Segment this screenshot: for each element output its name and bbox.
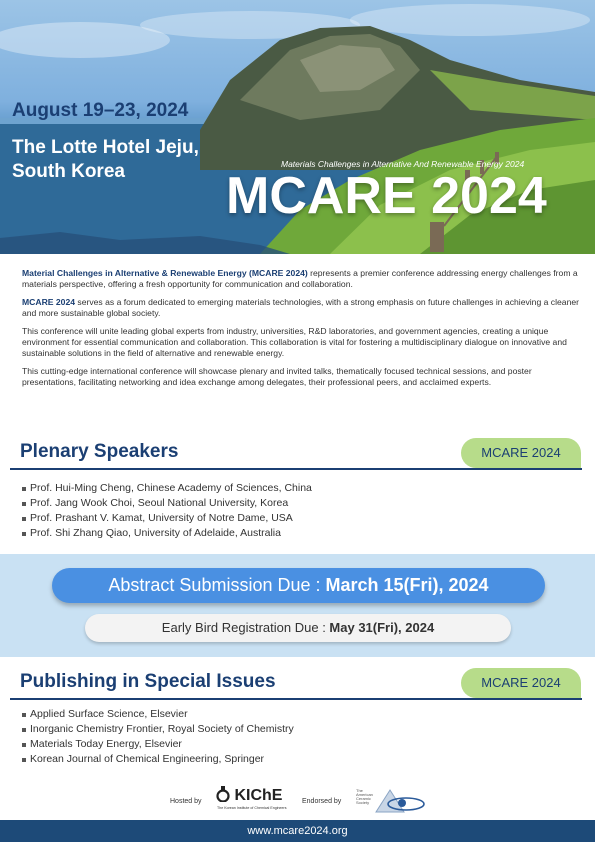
intro-p2-bold: MCARE 2024 bbox=[22, 297, 76, 308]
event-venue bbox=[12, 136, 199, 184]
plenary-badge: MCARE 2024 bbox=[461, 438, 581, 468]
hero-banner bbox=[0, 0, 595, 254]
list-item: Korean Journal of Chemical Engineering, Springer bbox=[22, 752, 294, 767]
early-bird-pill bbox=[85, 614, 511, 642]
hosted-by-label: Hosted by bbox=[170, 798, 202, 805]
list-item: Prof. Prashant V. Kamat, University of Notre Dame, USA bbox=[22, 511, 312, 526]
svg-text:Ceramic: Ceramic bbox=[356, 796, 371, 801]
kiche-logo-text: KIChE bbox=[234, 787, 283, 804]
list-item: Applied Surface Science, Elsevier bbox=[22, 707, 294, 722]
abstract-deadline-pill bbox=[52, 568, 545, 603]
intro-paragraph-4: This cutting-edge international conference will showcase plenary and invited talks, thematically focused technical sessions, and poster presentations, facilitating networking and idea exchange among delegates, their professional peers, and acclaimed experts. bbox=[22, 366, 532, 387]
publishing-divider bbox=[10, 698, 582, 700]
list-item: Materials Today Energy, Elsevier bbox=[22, 737, 294, 752]
svg-text:Society: Society bbox=[356, 800, 370, 805]
intro-paragraph-1 bbox=[22, 268, 582, 289]
plenary-title: Plenary Speakers bbox=[20, 441, 179, 462]
event-date: August 19–23, 2024 bbox=[12, 100, 189, 121]
event-title: MCARE 2024 bbox=[226, 167, 547, 225]
speaker-list bbox=[22, 481, 312, 541]
intro-paragraph-3: This conference will unite leading global experts from industry, universities, R&D laboratories, and government agencies, creating a unique environment for essential communication and collaboration. This collaboration is vital for fostering a multidisciplinary dialogue on innovative and sustainable solutions in the field of alternative and renewable energy. bbox=[22, 326, 567, 358]
website-footer bbox=[0, 820, 595, 842]
website-link[interactable]: www.mcare2024.org bbox=[247, 825, 348, 837]
svg-text:The: The bbox=[356, 788, 363, 793]
plenary-section-header bbox=[0, 441, 595, 471]
venue-line-1: The Lotte Hotel Jeju, bbox=[12, 137, 199, 158]
event-subtitle: Materials Challenges in Alternative And Renewable Energy 2024 bbox=[281, 159, 525, 169]
venue-line-2: South Korea bbox=[12, 161, 125, 182]
list-item: Prof. Shi Zhang Qiao, University of Adelaide, Australia bbox=[22, 526, 312, 541]
kiche-subtitle: The Korean Institute of Chemical Engineers bbox=[217, 806, 287, 810]
abstract-deadline-label: Abstract Submission Due : bbox=[108, 575, 326, 595]
intro-p1-rest: represents a premier conference addressing energy challenges from a materials perspective, offering a fresh opportunity for communication and collaboration. bbox=[22, 268, 578, 289]
intro-p2-rest: serves as a forum dedicated to emerging materials technologies, with a strong emphasis on future challenges in achieving a cleaner and more sustainable global society. bbox=[22, 297, 579, 318]
early-bird-date: May 31(Fri), 2024 bbox=[329, 620, 435, 635]
acs-logo-icon bbox=[356, 784, 428, 820]
list-item: Prof. Jang Wook Choi, Seoul National University, Korea bbox=[22, 496, 312, 511]
publishing-badge: MCARE 2024 bbox=[461, 668, 581, 698]
early-bird-label: Early Bird Registration Due : bbox=[161, 620, 330, 635]
kiche-logo bbox=[216, 786, 282, 805]
abstract-deadline-date: March 15(Fri), 2024 bbox=[325, 575, 489, 595]
journal-list bbox=[22, 707, 294, 767]
list-item: Prof. Hui-Ming Cheng, Chinese Academy of Sciences, China bbox=[22, 481, 312, 496]
plenary-divider bbox=[10, 468, 582, 470]
publishing-title: Publishing in Special Issues bbox=[20, 671, 276, 692]
svg-text:American: American bbox=[356, 792, 373, 797]
list-item: Inorganic Chemistry Frontier, Royal Society of Chemistry bbox=[22, 722, 294, 737]
intro-p1-bold: Material Challenges in Alternative & Renewable Energy (MCARE 2024) bbox=[22, 268, 308, 278]
intro-text bbox=[22, 268, 582, 395]
publishing-section-header bbox=[0, 671, 595, 701]
endorsed-by-label: Endorsed by bbox=[302, 798, 342, 805]
sponsors-row bbox=[0, 784, 595, 818]
kiche-flask-icon bbox=[216, 786, 230, 802]
intro-paragraph-2 bbox=[22, 297, 582, 318]
